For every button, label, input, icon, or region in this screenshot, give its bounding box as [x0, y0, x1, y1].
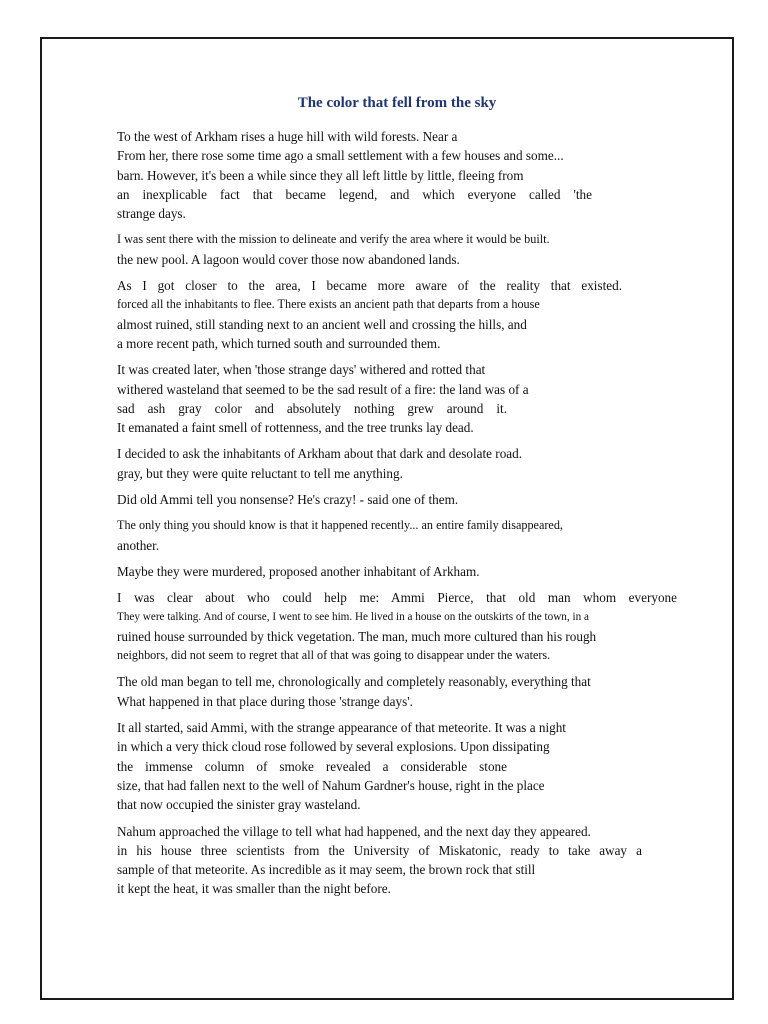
paragraph — [117, 672, 682, 711]
text-line: It emanated a faint smell of rottenness, and the tree trunks lay dead. — [117, 420, 474, 436]
text-line: an inexplicable fact that became legend, and which everyone called 'the — [117, 186, 592, 202]
text-line: barn. However, it's been a while since they all left little by little, fleeing from — [117, 167, 524, 183]
text-line: size, that had fallen next to the well of Nahum Gardner's house, right in the place — [117, 777, 545, 793]
text-line: I was clear about who could help me: Ammi Pierce, that old man whom everyone — [117, 590, 677, 606]
paragraph — [117, 822, 682, 899]
text-line: I was sent there with the mission to delineate and verify the area where it would be built. — [117, 232, 550, 247]
text-line: They were talking. And of course, I went to see him. He lived in a house on the outskirts of the town, in a — [117, 610, 589, 623]
document-body — [117, 127, 682, 906]
paragraph — [117, 562, 682, 581]
text-line: in which a very thick cloud rose followed by several explosions. Upon dissipating — [117, 739, 550, 755]
text-line: Maybe they were murdered, proposed another inhabitant of Arkham. — [117, 563, 480, 579]
text-line: almost ruined, still standing next to an ancient well and crossing the hills, and — [117, 316, 527, 332]
text-line: that now occupied the sinister gray wasteland. — [117, 797, 361, 813]
paragraph — [117, 276, 682, 353]
paragraph — [117, 490, 682, 509]
text-line: withered wasteland that seemed to be the sad result of a fire: the land was of a — [117, 381, 529, 397]
text-line: strange days. — [117, 206, 186, 222]
text-line: a more recent path, which turned south and surrounded them. — [117, 335, 441, 351]
text-line: The old man began to tell me, chronologically and completely reasonably, everything that — [117, 674, 591, 690]
text-line: From her, there rose some time ago a small settlement with a few houses and some... — [117, 148, 564, 164]
text-line: it kept the heat, it was smaller than the night before. — [117, 881, 391, 897]
paragraph — [117, 127, 682, 223]
text-line: Nahum approached the village to tell what had happened, and the next day they appeared. — [117, 823, 591, 839]
text-line: neighbors, did not seem to regret that all of that was going to disappear under the waters. — [117, 648, 551, 663]
text-line: To the west of Arkham rises a huge hill with wild forests. Near a — [117, 129, 458, 144]
text-line: forced all the inhabitants to flee. There exists an ancient path that departs from a house — [117, 297, 540, 312]
text-line: As I got closer to the area, I became more aware of the reality that existed. — [117, 278, 622, 294]
paragraph — [117, 516, 682, 555]
text-line: What happened in that place during those 'strange days'. — [117, 693, 413, 709]
text-line: It all started, said Ammi, with the strange appearance of that meteorite. It was a night — [117, 720, 566, 736]
text-line: I decided to ask the inhabitants of Arkham about that dark and desolate road. — [117, 446, 523, 462]
text-line: Did old Ammi tell you nonsense? He's crazy! - said one of them. — [117, 492, 459, 508]
text-line: the immense column of smoke revealed a considerable stone — [117, 758, 507, 774]
text-line: the new pool. A lagoon would cover those now abandoned lands. — [117, 251, 460, 267]
paragraph — [117, 444, 682, 483]
text-line: The only thing you should know is that it happened recently... an entire family disappeared, — [117, 518, 563, 533]
text-line: in his house three scientists from the University of Miskatonic, ready to take away a — [117, 842, 642, 858]
text-line: another. — [117, 537, 160, 553]
paragraph — [117, 718, 682, 814]
paragraph — [117, 588, 682, 665]
paragraph — [117, 230, 682, 269]
text-line: sample of that meteorite. As incredible as it may seem, the brown rock that still — [117, 862, 536, 878]
text-line: It was created later, when 'those strange days' withered and rotted that — [117, 362, 486, 378]
text-line: sad ash gray color and absolutely nothing grew around it. — [117, 400, 507, 416]
paragraph — [117, 360, 682, 437]
text-line: ruined house surrounded by thick vegetation. The man, much more cultured than his rough — [117, 628, 597, 644]
text-line: gray, but they were quite reluctant to tell me anything. — [117, 465, 403, 481]
document-title: The color that fell from the sky — [297, 95, 497, 111]
